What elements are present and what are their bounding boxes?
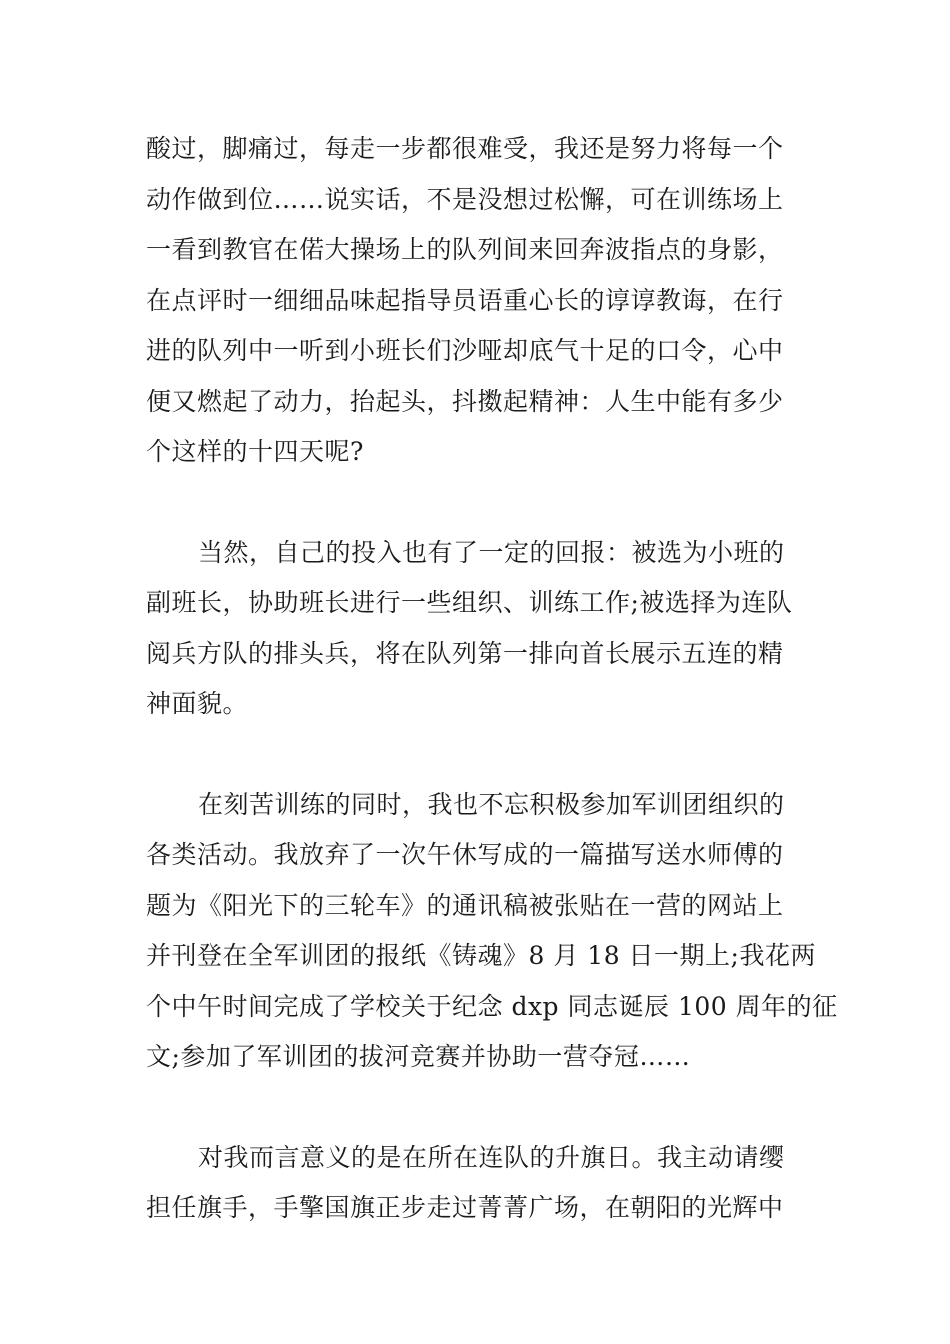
text-line: 对我而言意义的是在所在连队的升旗日。我主动请缨: [198, 1142, 785, 1172]
text-line: 当然，自己的投入也有了一定的回报：被选为小班的: [198, 537, 785, 567]
paragraph-1: [146, 124, 806, 478]
text-line: 个中午时间完成了学校关于纪念 dxp 同志诞辰 100 周年的征: [146, 991, 838, 1021]
text-line: 个这样的十四天呢?: [146, 437, 364, 466]
text-line: 动作做到位……说实话，不是没想过松懈，可在训练场上: [146, 184, 784, 214]
text-line: 题为《阳光下的三轮车》的通讯稿被张贴在一营的网站上: [146, 890, 784, 920]
text-line: 便又燃起了动力，抬起头，抖擞起精神：人生中能有多少: [146, 386, 784, 416]
text-line: 并刊登在全军训团的报纸《铸魂》8 月 18 日一期上;我花两: [146, 941, 816, 970]
paragraph-3: [146, 780, 838, 1083]
text-line: 在点评时一细细品味起指导员语重心长的谆谆教诲，在行: [146, 285, 784, 315]
text-line: 文;参加了军训团的拔河竞赛并协助一营夺冠……: [146, 1042, 691, 1071]
text-line: 阅兵方队的排头兵，将在队列第一排向首长展示五连的精: [146, 638, 784, 668]
paragraph-spacer: [146, 1083, 806, 1133]
paragraph-4: [146, 1133, 806, 1234]
text-line: 一看到教官在偌大操场上的队列间来回奔波指点的身影，: [146, 235, 784, 264]
text-line: 进的队列中一听到小班长们沙哑却底气十足的口令，心中: [146, 336, 784, 365]
text-line: 神面貌。: [146, 689, 249, 718]
paragraph-2: [146, 528, 806, 730]
text-line: 各类活动。我放弃了一次午休写成的一篇描写送水师傅的: [146, 840, 784, 869]
paragraph-spacer: [146, 478, 806, 528]
document-body: [146, 124, 838, 1234]
paragraph-spacer: [146, 730, 806, 780]
text-line: 酸过，脚痛过，每走一步都很难受，我还是努力将每一个: [146, 134, 784, 163]
text-line: 在刻苦训练的同时，我也不忘积极参加军训团组织的: [198, 789, 785, 819]
text-line: 副班长，协助班长进行一些组织、训练工作;被选择为连队: [146, 588, 793, 617]
text-line: 担任旗手，手擎国旗正步走过菁菁广场，在朝阳的光辉中: [146, 1193, 784, 1222]
